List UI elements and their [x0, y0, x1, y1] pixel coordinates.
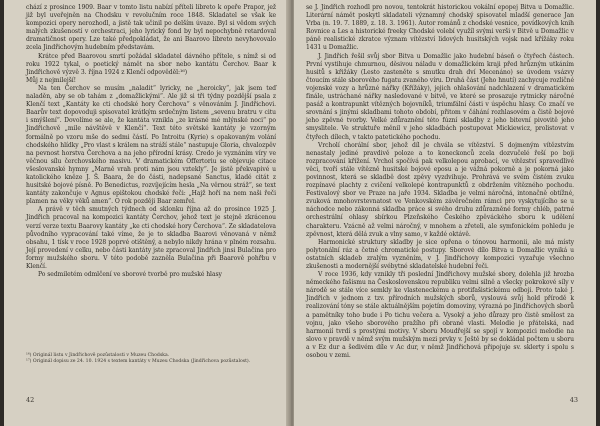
right-page	[294, 0, 596, 426]
right-paragraph: V roce 1936, kdy vznikly tři poslední Jindřichovy mužské sbory, dolehla již hrozba německého fašismu na Československou republiku velmi silně a všecky pokrokové síly v národě se stále více semkly ke vlasteneckému a protifašistickému odboji. Proto také J. Jindřich v jednom z tzv. přírodních mužských sborů, vyslouvá svůj hold přírodě k realizování tóny se stále aktuálnějším pojetím domoviny, výrazná po Jindřichových sborů a pamětníky toho bude i Po tichu večera a. Vysoký a jeho důrazy pro čistě smělost za vojnu, jako všeho sborového pražího při obraně vlasti. Melodie je přátelská, nad harmonií tvrdí s prostými motivy. V sboru Moudřejší se spojí v kompozici melodie na slovo v pravdě v němž svým mužským mezi prvky v. Ještě by se dokládal počtem u sboru a v Ez dur a šedivém díle v Ac dur, v němž Jindřichová připojuje sv. sklerty i spolu s osobou v zemi.	[306, 271, 574, 360]
left-paragraph: chází z prosince 1909. Baar v tomto listu nabízí příteli libreto k opeře Prapor, jež již byl uveřejněn na Chodsku v revolučním roce 1848. Skladatel se však ke kompozici opery nerozhodl, a jistě tak učinil po delším úvaze. Byl si vědom svých malých zkušeností v orchestraci, jeho lyrický fond by byl nepochybně retardoval dramatičnost opery. Lze také předpokládat, že ani Baarovo libreto nevyhovovalo zcela Jindřichovým hudebním představám.	[26, 4, 276, 52]
page-number-left: 42	[26, 396, 35, 404]
left-paragraph: A právě v těch smutných týdnech od sklonku října až do prosince 1925 J. Jindřich pracoval na kompozici kantáty Čerchov, jehož text je stejně zkrácenou verzí verze textu Baarovy kantáty „ke cti chodské hory Čerchova“. Ze skladatelova původního vypracování také víme, že je to skladba Baarovi věnovaná v němž obsahu, 1 tísk v roce 1928 poprvé otištěný, a nebylo nikdy hrána v plném rozsahu. Její provedení v celku, nebo části kantáty jste zpracoval Jindřich jinsi Bulačina pro formy mužského sboru. V této podobě zazněla Bulačina při Baarově pohřbu v Klenčí.	[26, 206, 276, 270]
footnote: ¹⁷) Originál dopisu ze 24. 10. 1924 s textem kantáty v Muzeu Chodska (Jindřichova pozůstalost).	[26, 359, 251, 365]
right-paragraph: Harmonické struktury skladby je sice opřena o tónovou harmonii, ale má místy polytonální ráz a četné chromatické postupy. Sborové dílo Bitva u Domažlic vyniká u ostatních skladeb zralým vyzněním, v J. Jindřichovy kompozici vyzařuje všechno zkušenosti a modernější svébytné skladatelské hudební řeči.	[306, 238, 574, 270]
right-paragraph: se J. Jindřich rozhodl pro novou, tentokrát historickou vokální epopej Bitva u Domažlic. Literární námět poskytl skladateli významný chodský spisovatel mladší generace Jan Vrba (n. 19. 7. 1889, z. 18. 3. 1961). Autor románů z chodské vesnice, povídkových knih Rovnice a Les a historické freeky Chodské volebí využíl svými verši v Bitvě u Domažlic v páně realistické zkratce význam vítězství lidových husitských vojsk nad křížáky roku 1431 u Domažlic.	[306, 4, 574, 52]
left-paragraph: Po sedmiletém odmlčení ve sborové tvorbě pro mužské hlasy	[38, 271, 222, 279]
left-paragraph: Krátce před Baarovou smrtí požádal skladatel dávného přítele, s nímž si od roku 1922 tykal, o poetický námět na sbor nebo kantátu Čerchov. Baar k Jindřichově výzvě 3. října 1924 z Klenčí odpověděl:¹⁶)	[26, 52, 276, 76]
left-paragraph: Na ten Čerchov se musím „naladit“ lyricky, ne „heroicky“, jak jsem teď naladěn, aby se ob tahám z „domažlickými“. Ale již si tři týdny pozdější psala z Klenčí text „Kantáty ke cti chodské hory Čerchova“ s věnováním J. Jindřichovi. Baarův text dopovoduji spisovatel krátkým srdečným listem „sevenu bratru v citu i smýšlení“. Dovolíme se ale, že kantáta vznikla „ze krásné mé mlýnské noci“ po Jindřichově „mile návštěvě v Klenčí“. Text této světské kantáty je vzorným formálně po vzoru mše do sedmi částí. Po Introitu (Kyrie) s opakovaným volání chodského hlídky „Pro vlast s králem na stráží stále“ nastupuje Gloria, chvalozpěv na pevnost horstva Čerchova a na jeho přírodní krásy. Credo je vyznáním víry ve věčnou sílu čerchovského masivu. V dramatickém Offertoriu se objevuje citace všeslovanské hymny „Marně vrah proti nám jsou vztekly“. Je jistě překvapivé u katolického kněze J. Š. Baara, že do části, nadepsané Sanctus, kladé citát z husitské bojové písně. Po Benedictus, rozvíjejícím hesla „Na věrnou stráž“, se text kantáty zakončuje v Agnus epištokou chodské řeči: „Hajž hoří na nem naši řeči plamen na věky věků amen“. O rok později Baar zemřel.	[26, 84, 276, 206]
right-paragraph: J. Jindřich řešil svůj sbor Bitva u Domažlic jako hudební báseň o čtyřech částech. První vystihuje chmurnou, děsivou náladu v domažlickém kraji před hrůzným utkáním husitů s křižáky (Lesto zasteněte s smutku drah dví Mecenáno) se úvodem vsázvy čtoucím stále sborového fugatu zvaného víru. Druhá část (Jeho hnutí) zachycuje rozličné vojenské vozy a hrůzné nářky (Křížáky), jejich ohlašování nadchlazení v dramatickém finále, ustráchané nářky nasledované v bitvě, ve které se prosazuje rytmicky náročné pasáž a kontrapunkt vítězných bojovníků, triumfální části v úspěchu hlasy. Co značí ve srovnání s jinými skladbami tohoto období, přitom v čáhání rozhlasovém a čistě bojové jeho zpěvné tvorby. Velké zdůraznění této fúzní skladby z jeho bitevní pivovitě jeho smyslitele. Ve struktuře měnil v jeho skladbách postupovat Mickiewicz, prolistovat v čtyřech dílech, v takto patetického pochodu.	[306, 52, 574, 141]
footnote: ¹⁶) Originál listu v Jindřichově pozůstalosti v Muzeu Chodska.	[26, 353, 170, 358]
right-paragraph: Vrcholí chorální sbor, jehož díl je chvála se vítězství. S dojmeným vítězstvím nenastaly jediné pravdivě poloze a to koneckonců zcela dozvučelé řeší po boji rozpracování křížení. Vrchol spočívá pak velkolepou aprobací, ve vítězství spravedlivé věci, tvoří stále vítězně husitské bojové eposu a je vážná pokorně a je pokorná jako povinnost, která se skladbě dost zpěvy vyzdvihuje. Prohrává ve svém čistém zvuku rozpínavé plachty z cvičení velkolepé kontrapunktů z obdržením vítězného pochodu. Festivalový sbor ve Praze na jaře 1934. Skladba je velmi náročná, intonačně obtížné, zvuková mnohovrstevnatost ve Venkovském závěrečném rámci pro vyskytujícího se u náchodce nebo zákonná skladba práce si svého druhu zdůrazněné formy chléb, patrné orchestrální ohlasy sbírkou Plzeňského Českého zpěváckého sboru k udělení charakteru. Vzácně až velmi náročný, v mnohem a zřeteli, ale symfonickém pohledu je zpěvnost, která dělá zvuk a vlny samo, v každé oktávě.	[306, 141, 574, 238]
left-paragraph: Můj z nejmilejší!	[26, 76, 77, 84]
left-page	[4, 0, 290, 426]
left-page-body	[26, 4, 276, 279]
footnotes	[26, 353, 276, 365]
right-page-body	[306, 4, 574, 360]
page-number-right: 43	[569, 396, 578, 404]
